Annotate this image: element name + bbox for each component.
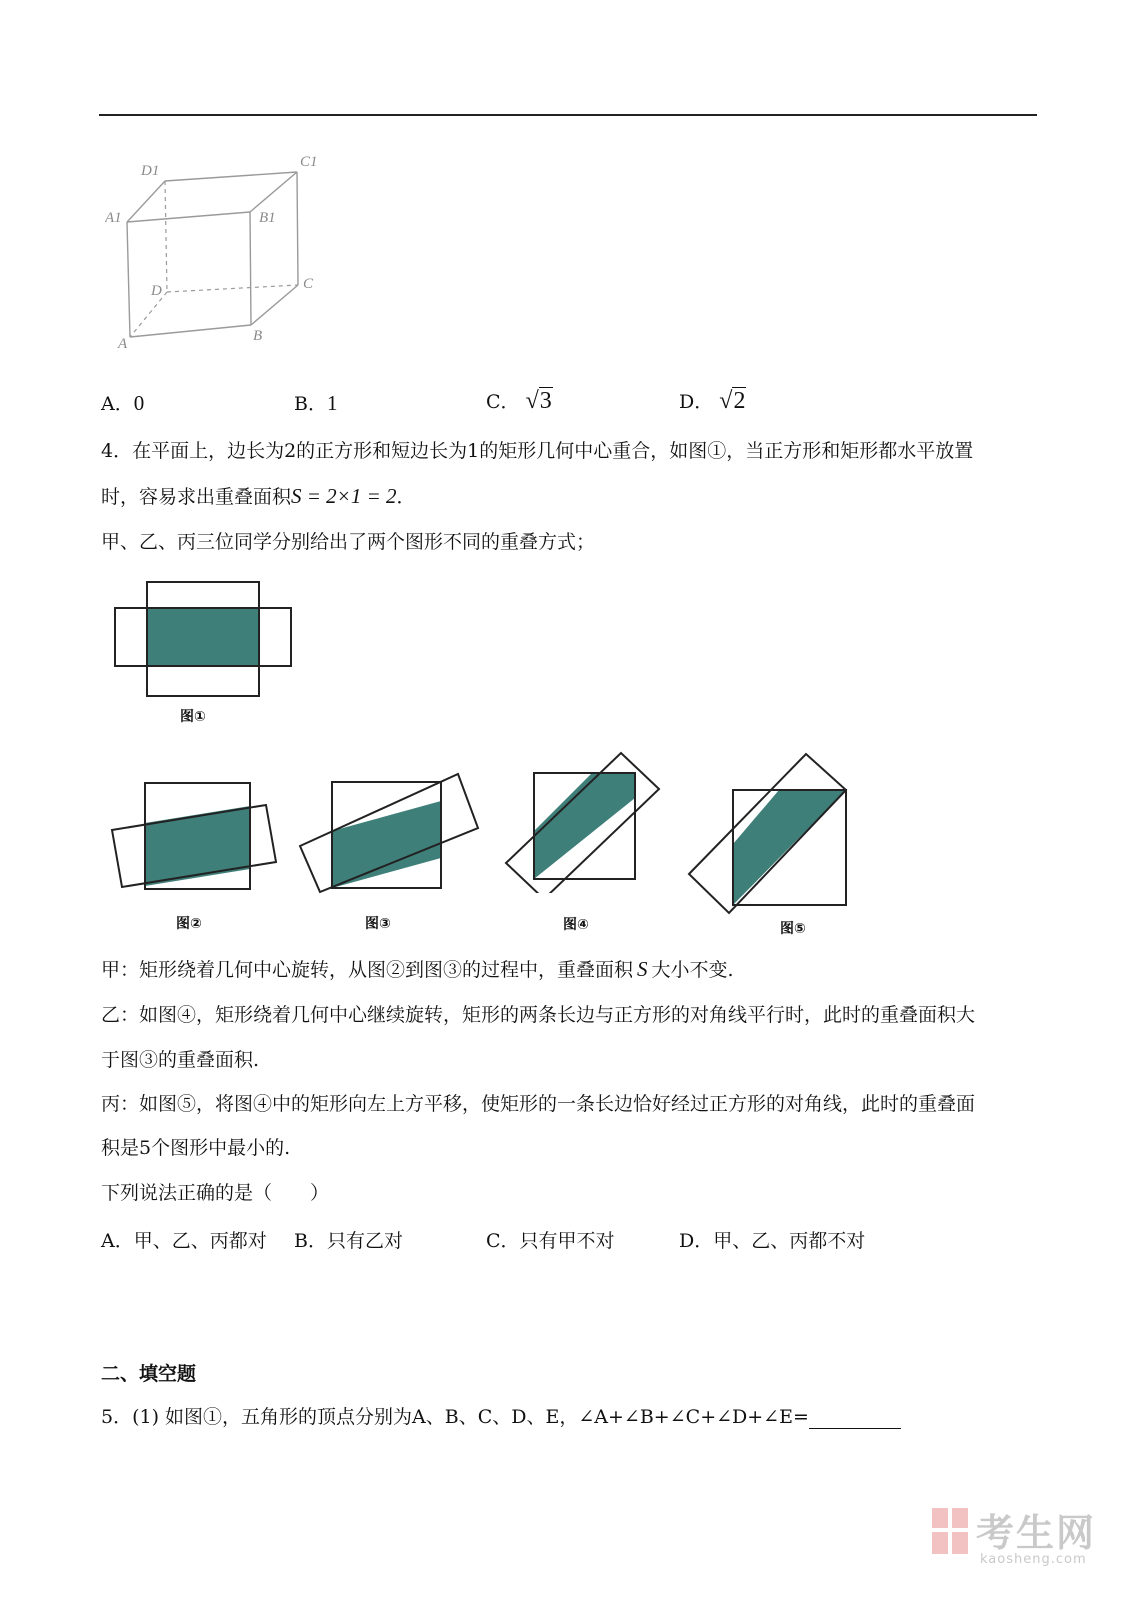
sqrt-symbol: √2: [719, 388, 746, 414]
q3-option-b: B．1: [294, 391, 338, 415]
q5-text: 5．(1) 如图①，五角形的顶点分别为A、B、C、D、E，∠A+∠B+∠C+∠D+∠E=: [101, 1405, 901, 1429]
cube-edge: [165, 172, 297, 181]
caption-fig4: 图④: [563, 917, 589, 933]
watermark-logo-icon: [930, 1506, 970, 1556]
statement-yi-line2: 于图③的重叠面积.: [101, 1049, 260, 1071]
caption-fig2: 图②: [176, 916, 202, 932]
overlap-region: [147, 608, 259, 666]
figure-2: [105, 778, 290, 898]
q3-option-c: C． √3: [486, 388, 552, 414]
section-heading: 二、填空题: [101, 1363, 197, 1385]
cube-edge: [297, 172, 298, 285]
watermark-url: kaosheng.com: [980, 1552, 1087, 1567]
cube-label-d: D: [151, 283, 162, 299]
q4-prompt: 下列说法正确的是（ ）: [101, 1182, 330, 1204]
q3-option-a: A．0: [101, 391, 145, 415]
cube-label-a1: A1: [105, 210, 122, 226]
cube-edge: [127, 181, 165, 222]
cube-edge: [127, 212, 250, 222]
cube-label-b1: B1: [259, 210, 276, 226]
cube-label-b: B: [253, 328, 263, 344]
watermark-text: 考生网: [976, 1511, 1097, 1555]
answer-blank: [809, 1410, 901, 1429]
cube-hidden-edge: [167, 285, 298, 292]
figure-5: [685, 750, 855, 915]
statement-bing-line2: 积是5个图形中最小的.: [101, 1137, 291, 1159]
cube-label-d1: D1: [141, 163, 160, 179]
q4-option-b: B．只有乙对: [294, 1230, 403, 1252]
cube-label-c1: C1: [300, 154, 318, 170]
figure-3: [295, 770, 485, 900]
cube-label-a: A: [118, 336, 128, 352]
area-formula: S = 2×1 = 2: [291, 484, 397, 508]
cube-figure: [105, 150, 330, 355]
q4-option-a: A．甲、乙、丙都对: [101, 1230, 267, 1252]
q4-line3: 甲、乙、丙三位同学分别给出了两个图形不同的重叠方式；: [101, 531, 596, 553]
cube-edge: [127, 222, 130, 337]
figure-4: [498, 748, 668, 893]
q4-option-c: C．只有甲不对: [486, 1230, 615, 1252]
q3-option-d: D． √2: [679, 388, 746, 414]
cube-hidden-edge: [165, 181, 167, 292]
cube-label-c: C: [303, 276, 314, 292]
cube-edge: [251, 285, 298, 325]
statement-jia: 甲：矩形绕着几何中心旋转，从图②到图③的过程中，重叠面积 S 大小不变.: [101, 957, 734, 981]
overlap-region: [332, 801, 441, 888]
q4-line2: 时，容易求出重叠面积S = 2×1 = 2．: [101, 484, 416, 508]
statement-bing-line1: 丙：如图⑤，将图④中的矩形向左上方平移，使矩形的一条长边恰好经过正方形的对角线，此时的重叠面: [101, 1093, 976, 1115]
cube-edge: [250, 172, 297, 212]
header-rule: [99, 114, 1037, 116]
figure-1: [110, 578, 300, 703]
caption-fig3: 图③: [365, 916, 391, 932]
caption-fig5: 图⑤: [780, 921, 806, 937]
q4-line1: 4．在平面上，边长为2的正方形和短边长为1的矩形几何中心重合，如图①，当正方形和矩形都水平放置: [101, 440, 974, 462]
q4-option-d: D．甲、乙、丙都不对: [679, 1230, 866, 1252]
statement-yi-line1: 乙：如图④，矩形绕着几何中心继续旋转，矩形的两条长边与正方形的对角线平行时，此时的重叠面积大: [101, 1004, 976, 1026]
cube-edge: [130, 325, 251, 337]
watermark: [930, 1500, 1110, 1580]
caption-fig1: 图①: [180, 709, 206, 725]
sqrt-symbol: √3: [525, 388, 552, 414]
cube-edge: [250, 212, 251, 325]
